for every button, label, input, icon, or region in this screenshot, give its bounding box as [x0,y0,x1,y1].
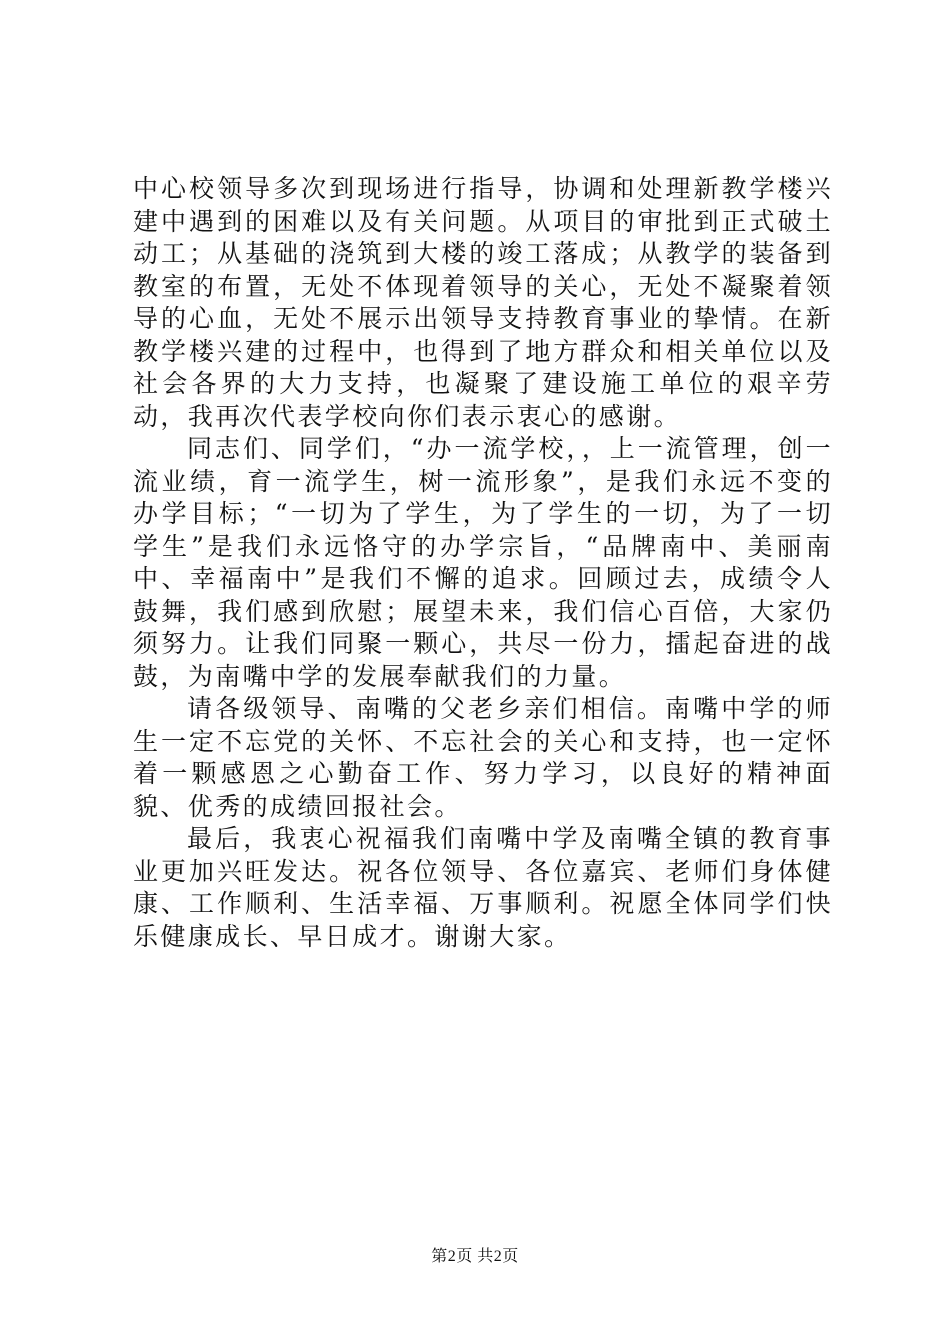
page-footer: 第2页 共2页 [431,1248,519,1265]
paragraph-school-goals: 同志们、同学们，“办一流学校，，上一流管理，创一流业绩，育一流学生，树一流形象”，是我们永远不变的办学目标；“一切为了学生，为了学生的一切，为了一切学生”是我们永远恪守的办学宗旨，“品牌南中、美丽南中、幸福南中”是我们不懈的追求。回顾过去，成绩令人鼓舞，我们感到欣慰；展望未来，我们信心百倍，大家仍须努力。让我们同聚一颗心，共尽一份力，擂起奋进的战鼓，为南嘴中学的发展奉献我们的力量。 [133,434,833,691]
paragraph-continuation: 中心校领导多次到现场进行指导，协调和处理新教学楼兴建中遇到的困难以及有关问题。从项目的审批到正式破土动工；从基础的浇筑到大楼的竣工落成；从教学的装备到教室的布置，无处不体现着领导的关心，无处不凝聚着领导的心血，无处不展示出领导支持教育事业的挚情。在新教学楼兴建的过程中，也得到了地方群众和相关单位以及社会各界的大力支持，也凝聚了建设施工单位的艰辛劳动，我再次代表学校向你们表示衷心的感谢。 [133,174,833,431]
paragraph-closing: 最后，我衷心祝福我们南嘴中学及南嘴全镇的教育事业更加兴旺发达。祝各位领导、各位嘉宾、老师们身体健康、工作顺利、生活幸福、万事顺利。祝愿全体同学们快乐健康成长、早日成才。谢谢大家。 [133,824,833,951]
paragraph-commitment: 请各级领导、南嘴的父老乡亲们相信。南嘴中学的师生一定不忘党的关怀、不忘社会的关心和支持，也一定怀着一颗感恩之心勤奋工作、努力学习，以良好的精神面貌、优秀的成绩回报社会。 [133,694,833,821]
document-body [133,173,833,953]
